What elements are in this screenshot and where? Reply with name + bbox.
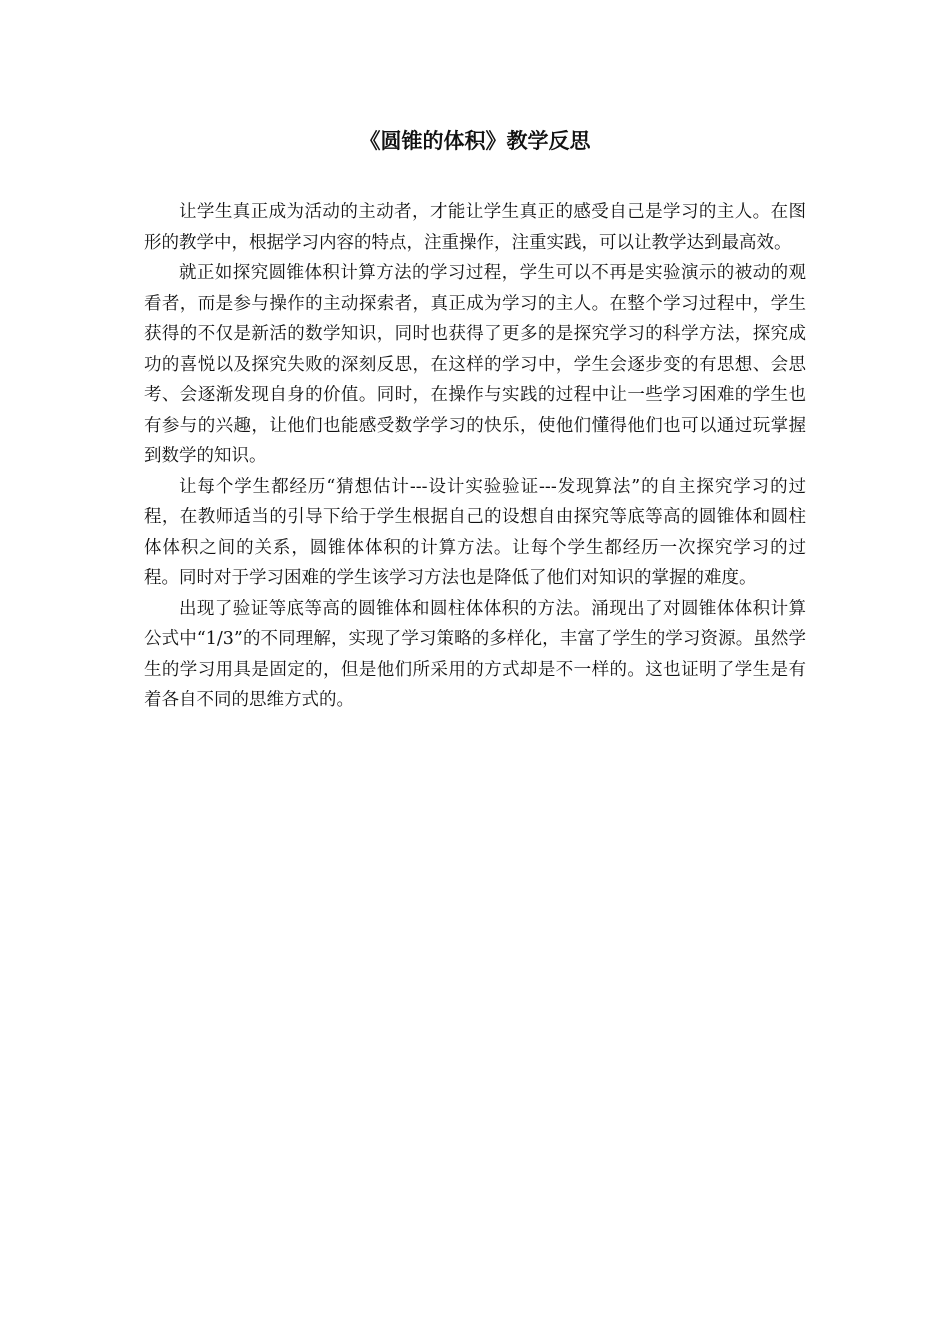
paragraph-1: 让学生真正成为活动的主动者，才能让学生真正的感受自己是学习的主人。在图形的教学中，根据学习内容的特点，注重操作，注重实践，可以让教学达到最高效。 [144, 202, 806, 253]
paragraph-4: 出现了验证等底等高的圆锥体和圆柱体体积的方法。涌现出了对圆锥体体积计算公式中“1/3”的不同理解，实现了学习策略的多样化，丰富了学生的学习资源。虽然学生的学习用具是固定的，但是他们所采用的方式却是不一样的。这也证明了学生是有着各自不同的思维方式的。 [144, 598, 806, 710]
document-body [144, 197, 806, 716]
paragraph-3: 让每个学生都经历“猜想估计---设计实验验证---发现算法”的自主探究学习的过程，在教师适当的引导下给于学生根据自己的设想自由探究等底等高的圆锥体和圆柱体体积之间的关系，圆锥体体积的计算方法。让每个学生都经历一次探究学习的过程。同时对于学习困难的学生该学习方法也是降低了他们对知识的掌握的难度。 [144, 476, 806, 588]
document-title: 《圆锥的体积》教学反思 [359, 129, 591, 153]
paragraph-2: 就正如探究圆锥体积计算方法的学习过程，学生可以不再是实验演示的被动的观看者，而是参与操作的主动探索者，真正成为学习的主人。在整个学习过程中，学生获得的不仅是新活的数学知识，同时也获得了更多的是探究学习的科学方法，探究成功的喜悦以及探究失败的深刻反思，在这样的学习中，学生会逐步变的有思想、会思考、会逐渐发现自身的价值。同时，在操作与实践的过程中让一些学习困难的学生也有参与的兴趣，让他们也能感受数学学习的快乐，使他们懂得他们也可以通过玩掌握到数学的知识。 [144, 263, 806, 466]
